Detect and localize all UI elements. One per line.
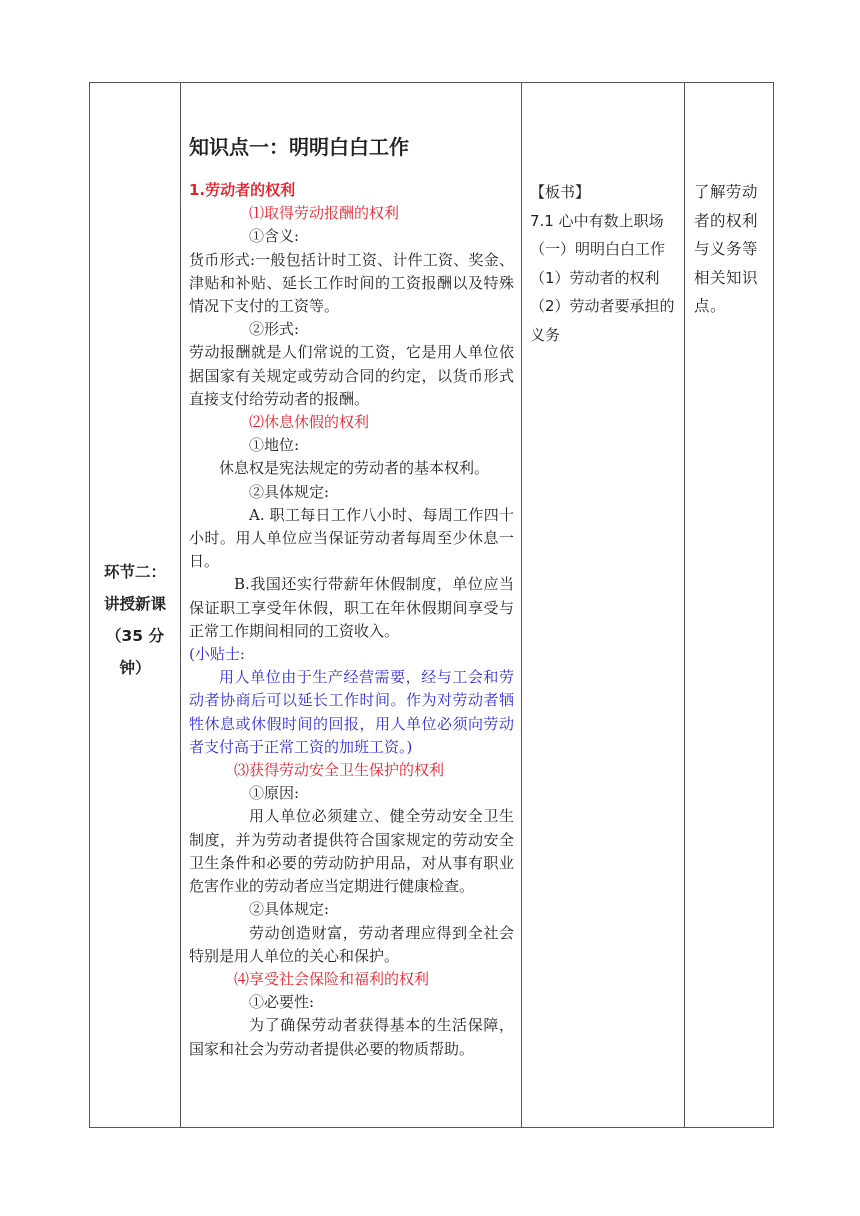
paragraph: 劳动创造财富，劳动者理应得到全社会特别是用人单位的关心和保护。: [189, 923, 514, 965]
paragraph: 为了确保劳动者获得基本的生活保障，国家和社会为劳动者提供必要的物质帮助。: [189, 1016, 514, 1058]
knowledge-point-title: 知识点一：明明白白工作: [189, 135, 409, 159]
section-heading: 1.劳动者的权利: [189, 181, 296, 199]
board-line: （2）劳动者要承担的义务: [530, 297, 675, 344]
sub-label: ①必要性:: [249, 993, 315, 1012]
stage-line: 钟）: [119, 659, 151, 677]
lesson-plan-table: [89, 82, 774, 1128]
teaching-content-cell: [181, 83, 522, 1128]
stage-line: （35 分: [106, 627, 164, 645]
paragraph: 劳动报酬就是人们常说的工资，它是用人单位依据国家有关规定或劳动合同的约定，以货币形式直接支付给劳动者的报酬。: [189, 343, 514, 408]
design-intent-cell: [685, 83, 774, 1128]
blackboard-notes: [522, 83, 684, 349]
stage-line: 环节二：: [103, 563, 166, 581]
sub-label: ②具体规定:: [249, 482, 330, 501]
sub-label: ②具体规定:: [249, 900, 330, 919]
stage-line: 讲授新课: [103, 595, 166, 613]
paragraph: 休息权是宪法规定的劳动者的基本权利。: [219, 459, 490, 478]
tip-label: (小贴士:: [189, 645, 245, 664]
board-line: （一）明明白白工作: [530, 240, 666, 258]
sub-label: ①原因:: [249, 784, 300, 803]
board-line: （1）劳动者的权利: [530, 268, 660, 287]
sub-label: ①地位:: [249, 436, 300, 455]
design-intent-text: 了解劳动者的权利与义务等相关知识点。: [694, 183, 759, 315]
stage-cell: [90, 83, 181, 1128]
tip-paragraph: 用人单位由于生产经营需要，经与工会和劳动者协商后可以延长工作时间。作为对劳动者牺牲休息或休假时间的回报，用人单位必须向劳动者支付高于正常工资的加班工资。): [189, 668, 514, 756]
board-label: 【板书】: [530, 183, 591, 201]
teaching-content: [181, 83, 521, 1061]
right-heading: ⑶获得劳动安全卫生保护的权利: [234, 761, 445, 780]
blackboard-cell: [522, 83, 685, 1128]
paragraph: 用人单位必须建立、健全劳动安全卫生制度，并为劳动者提供符合国家规定的劳动安全卫生条件和必要的劳动防护用品，对从事有职业危害作业的劳动者应当定期进行健康检查。: [189, 807, 514, 896]
right-heading: ⑷享受社会保险和福利的权利: [234, 969, 430, 988]
paragraph: A. 职工每日工作八小时、每周工作四十小时。用人单位应当保证劳动者每周至少休息一日。: [189, 505, 514, 571]
sub-label: ①含义:: [249, 227, 300, 246]
board-line: 7.1 心中有数上职场: [530, 211, 664, 230]
right-heading: ⑴取得劳动报酬的权利: [249, 204, 400, 223]
sub-label: ②形式:: [249, 320, 300, 339]
right-heading: ⑵休息休假的权利: [249, 413, 370, 432]
paragraph: B.我国还实行带薪年休假制度，单位应当保证职工享受年休假，职工在年休假期间享受与正常工作期间相同的工资收入。: [189, 575, 514, 640]
paragraph: 货币形式:一般包括计时工资、计件工资、奖金、津贴和补贴、延长工作时间的工资报酬以及特殊情况下支付的工资等。: [189, 250, 514, 316]
table-row: [90, 83, 774, 1128]
stage-label: [90, 556, 180, 684]
